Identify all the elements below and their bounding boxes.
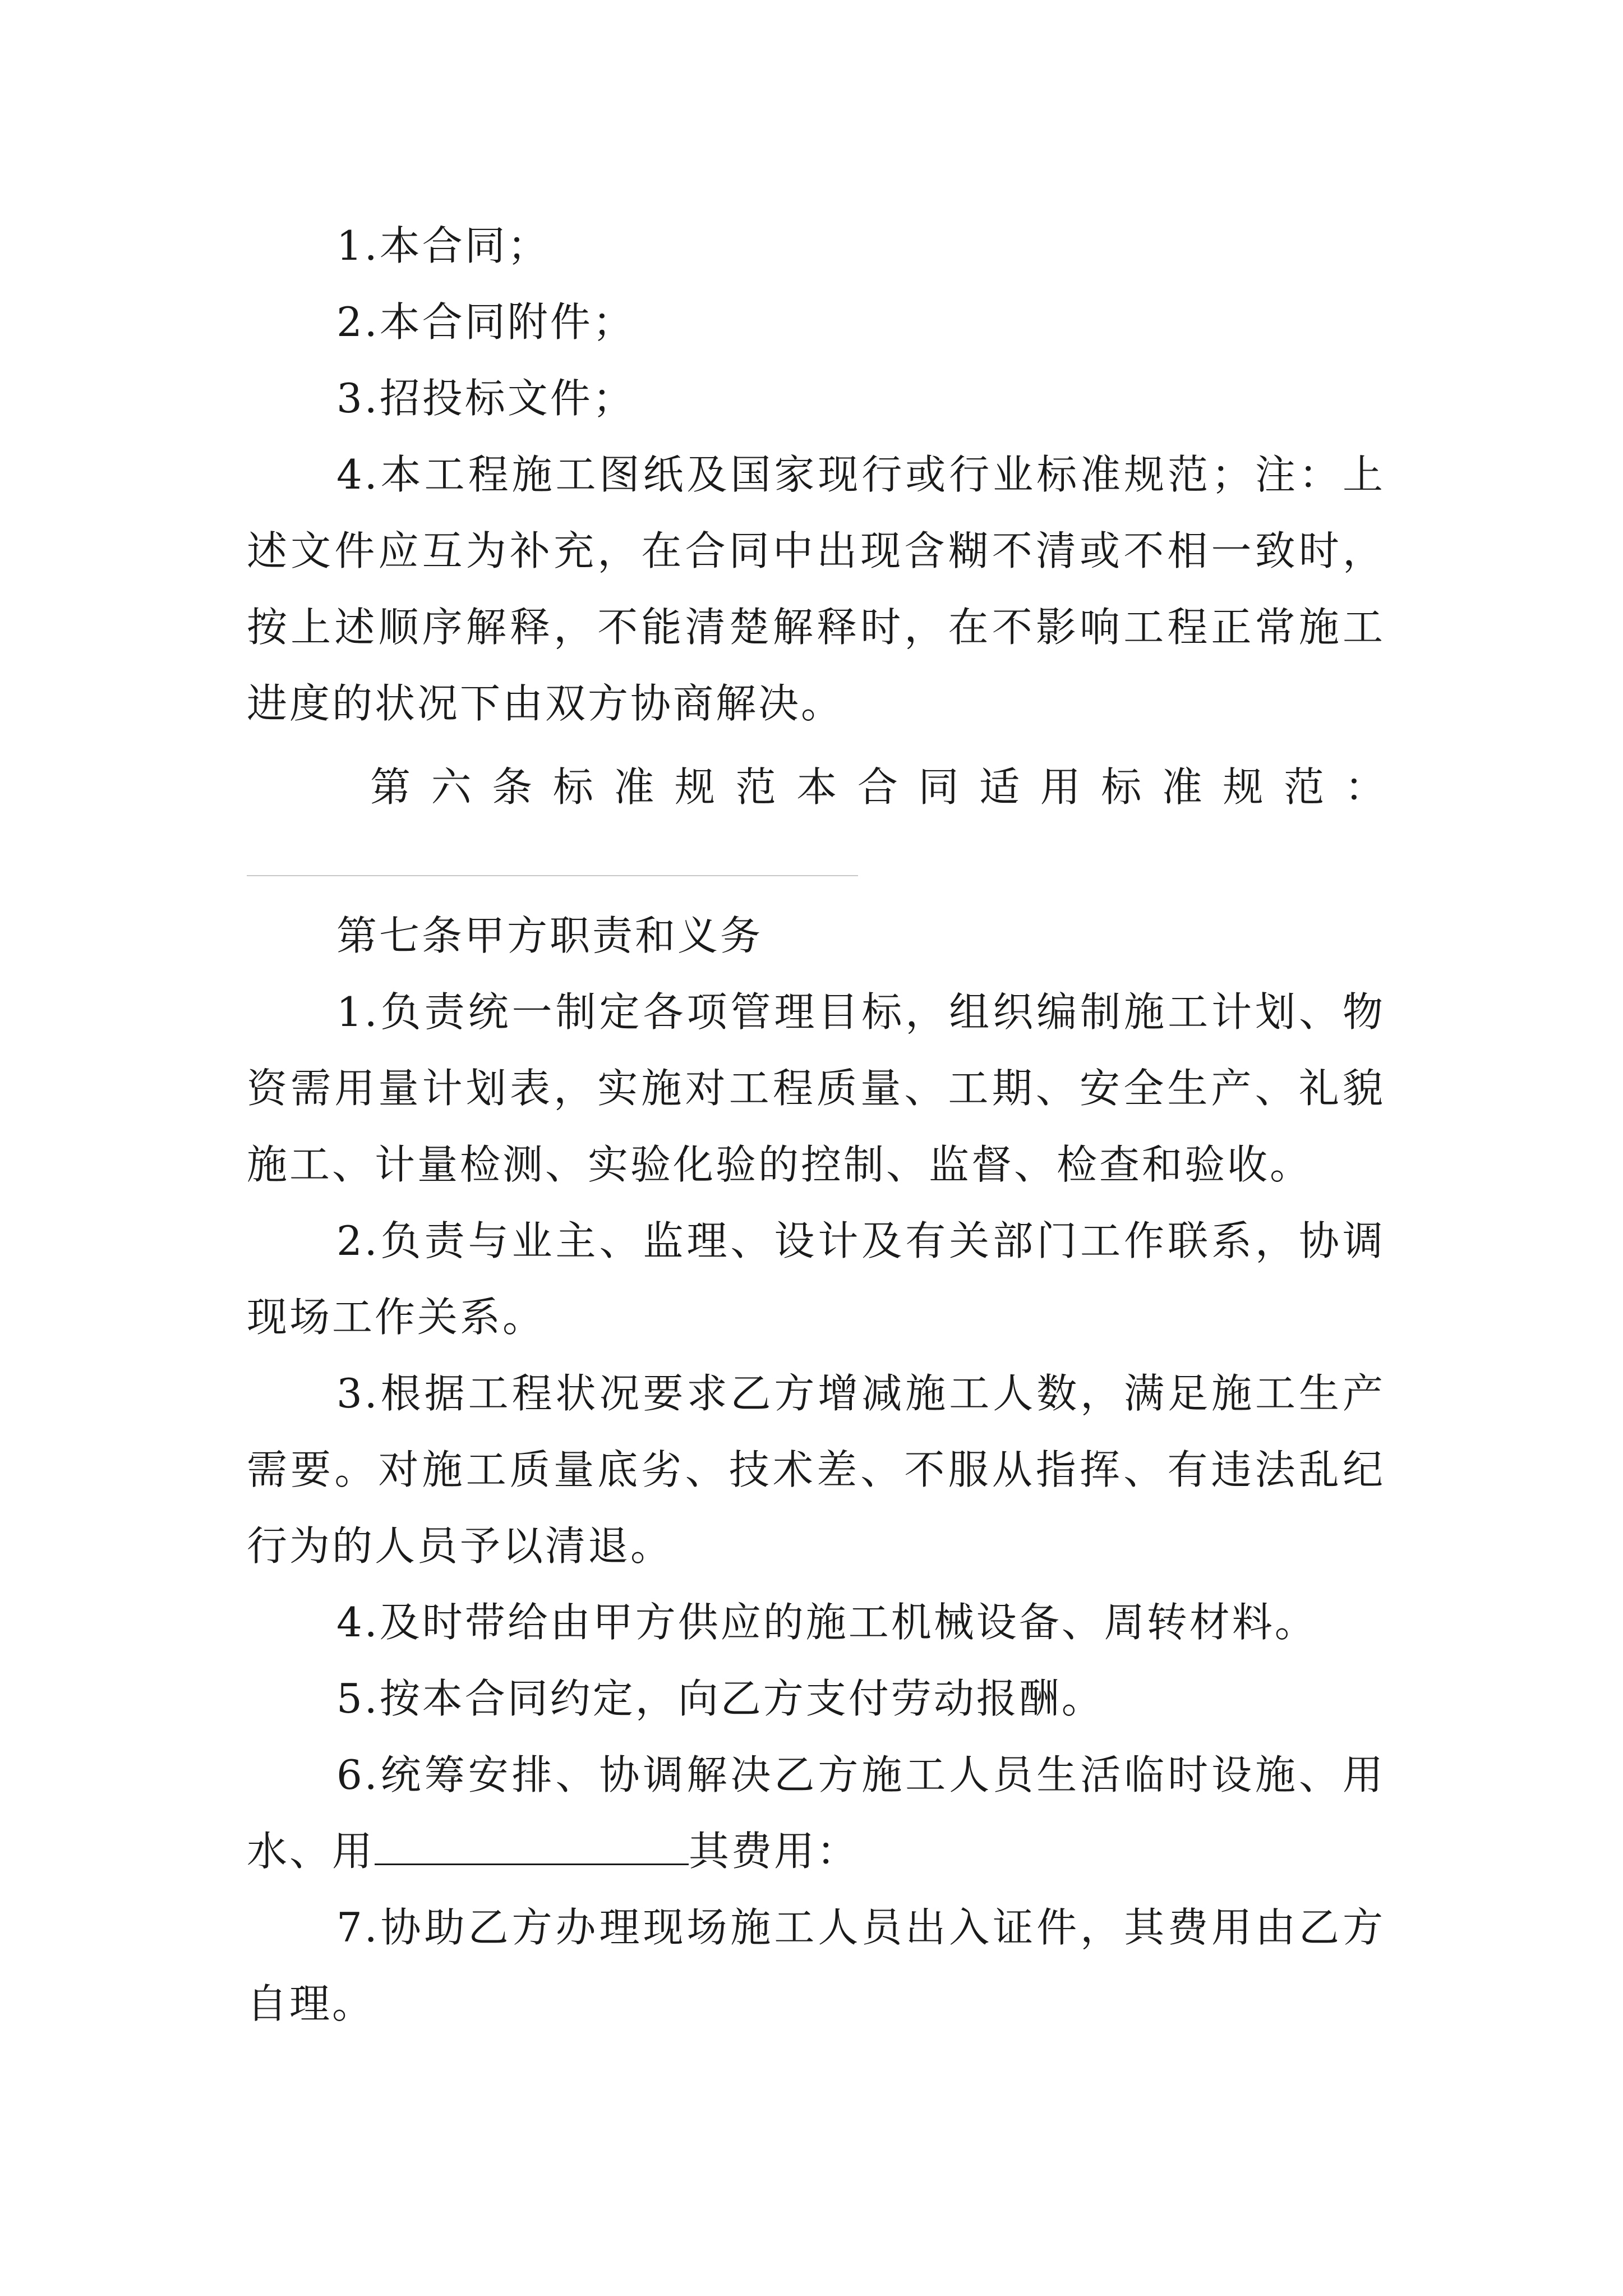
article-7-item-3: 3.根据工程状况要求乙方增减施工人数，满足施工生产需要。对施工质量底劣、技术差、不服从指挥、有违法乱纪行为的人员予以清退。 [247, 1370, 1385, 1570]
article-6-char: 用 [1040, 763, 1081, 811]
article-7-item-1: 1.负责统一制定各项管理目标，组织编制施工计划、物资需用量计划表，实施对工程质量、工期、安全生产、礼貌施工、计量检测、实验化验的控制、监督、检查和验收。 [247, 988, 1385, 1188]
article-6-char: 条 [492, 763, 533, 811]
article-7-item-7: 7.协助乙方办理现场施工人员出入证件，其费用由乙方自理。 [247, 1904, 1385, 2027]
article-6-char: 同 [918, 763, 959, 811]
article-6-char: 范 [1284, 763, 1325, 811]
article-7-item-4: 4.及时带给由甲方供应的施工机械设备、周转材料。 [336, 1599, 1317, 1646]
article-6-char: 标 [1101, 763, 1142, 811]
list-item-drawings-standards: 4.本工程施工图纸及国家现行或行业标准规范；注：上述文件应互为补充，在合同中出现含糊不清或不相一致时，按上述顺序解释，不能清楚解释时，在不影响工程正常施工进度的状况下由双方协商解决。 [247, 451, 1385, 727]
article-6-char: 第 [370, 763, 411, 811]
list-item-contract: 1.本合同； [336, 222, 550, 269]
article-6-char: 规 [675, 763, 716, 811]
article-7-item-2: 2.负责与业主、监理、设计及有关部门工作联系，协调现场工作关系。 [247, 1217, 1385, 1341]
article-6-char: ： [1344, 763, 1385, 811]
article-6-char: 适 [979, 763, 1020, 811]
list-item-appendix: 2.本合同附件； [336, 298, 635, 346]
article-6-char: 准 [614, 763, 654, 811]
article-6-char: 本 [796, 763, 837, 811]
blank-underline [375, 1830, 689, 1865]
article-6-char: 范 [735, 763, 776, 811]
article-6-char: 合 [857, 763, 898, 811]
article-7-item-5: 5.按本合同约定，向乙方支付劳动报酬。 [336, 1675, 1104, 1722]
article-7-item-6-text: 6.统筹安排、协调解决乙方施工人员生活临时设施、用水、用 [247, 1751, 1385, 1875]
article-7-item-6 [247, 1737, 1385, 1889]
article-6-char: 准 [1161, 763, 1202, 811]
article-7-heading: 第七条甲方职责和义务 [336, 912, 763, 959]
article-6-char: 六 [431, 763, 472, 811]
article-7-item-6-tail: 其费用： [689, 1828, 860, 1875]
article-6-char: 规 [1223, 763, 1264, 811]
list-item-tender-docs: 3.招投标文件； [336, 375, 635, 422]
fill-in-line [247, 875, 858, 876]
article-6-heading [247, 749, 1385, 825]
article-6-char: 标 [552, 763, 593, 811]
